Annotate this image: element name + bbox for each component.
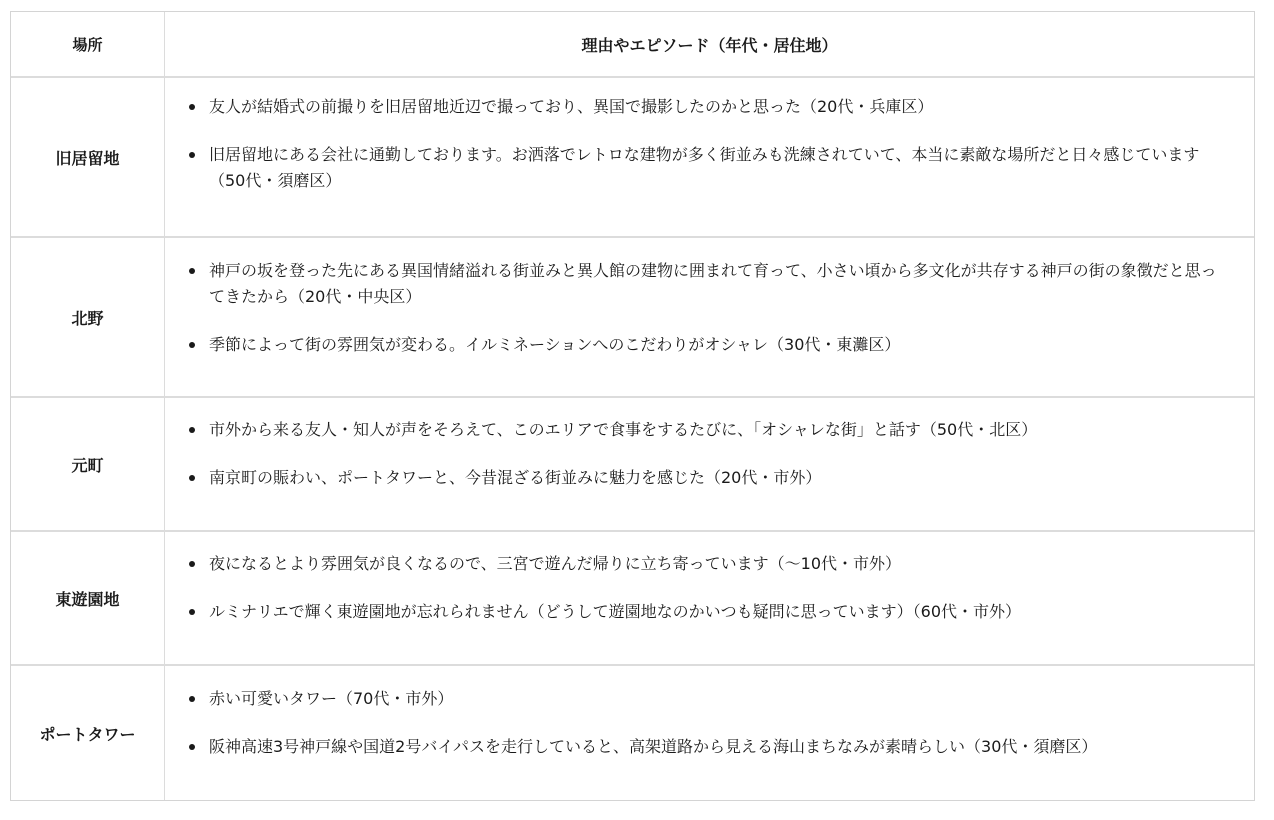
list-item: 旧居留地にある会社に通勤しております。お洒落でレトロな建物が多く街並みも洗練されていて、本当に素敵な場所だと日々感じています（50代・須磨区） xyxy=(165,142,1254,194)
list-item: 赤い可愛いタワー（70代・市外） xyxy=(165,686,1254,712)
list-item: 市外から来る友人・知人が声をそろえて、このエリアで食事をするたびに、「オシャレな街」と話す（50代・北区） xyxy=(165,417,1254,443)
table-row xyxy=(11,238,1254,398)
reason-list xyxy=(165,398,1254,491)
place-cell: 北野 xyxy=(11,238,165,396)
reason-cell xyxy=(165,532,1254,664)
list-item: 神戸の坂を登った先にある異国情緒溢れる街並みと異人館の建物に囲まれて育って、小さい頃から多文化が共存する神戸の街の象徴だと思ってきたから（20代・中央区） xyxy=(165,258,1254,310)
table-row xyxy=(11,666,1254,800)
list-item: ルミナリエで輝く東遊園地が忘れられません（どうして遊園地なのかいつも疑問に思っています）（60代・市外） xyxy=(165,599,1254,625)
reason-list xyxy=(165,666,1254,760)
reason-cell xyxy=(165,666,1254,800)
list-item: 夜になるとより雰囲気が良くなるので、三宮で遊んだ帰りに立ち寄っています（〜10代・市外） xyxy=(165,551,1254,577)
reason-cell xyxy=(165,398,1254,530)
reason-cell xyxy=(165,238,1254,396)
place-cell: 元町 xyxy=(11,398,165,530)
list-item: 南京町の賑わい、ポートタワーと、今昔混ざる街並みに魅力を感じた（20代・市外） xyxy=(165,465,1254,491)
header-reason: 理由やエピソード（年代・居住地） xyxy=(581,35,838,55)
list-item: 季節によって街の雰囲気が変わる。イルミネーションへのこだわりがオシャレ（30代・東灘区） xyxy=(165,332,1254,358)
place-cell: 旧居留地 xyxy=(11,78,165,236)
table-row xyxy=(11,78,1254,238)
reason-list xyxy=(165,78,1254,194)
list-item: 阪神高速3号神戸線や国道2号バイパスを走行していると、高架道路から見える海山まちなみが素晴らしい（30代・須磨区） xyxy=(165,734,1254,760)
header-place: 場所 xyxy=(11,12,165,76)
reason-cell xyxy=(165,78,1254,236)
table-header-row xyxy=(11,12,1254,78)
reason-list xyxy=(165,532,1254,625)
table-row xyxy=(11,532,1254,666)
places-table xyxy=(10,11,1255,801)
place-cell: 東遊園地 xyxy=(11,532,165,664)
reason-list xyxy=(165,238,1254,358)
place-cell: ポートタワー xyxy=(11,666,165,800)
table-row xyxy=(11,398,1254,532)
list-item: 友人が結婚式の前撮りを旧居留地近辺で撮っており、異国で撮影したのかと思った（20代・兵庫区） xyxy=(165,94,1254,120)
